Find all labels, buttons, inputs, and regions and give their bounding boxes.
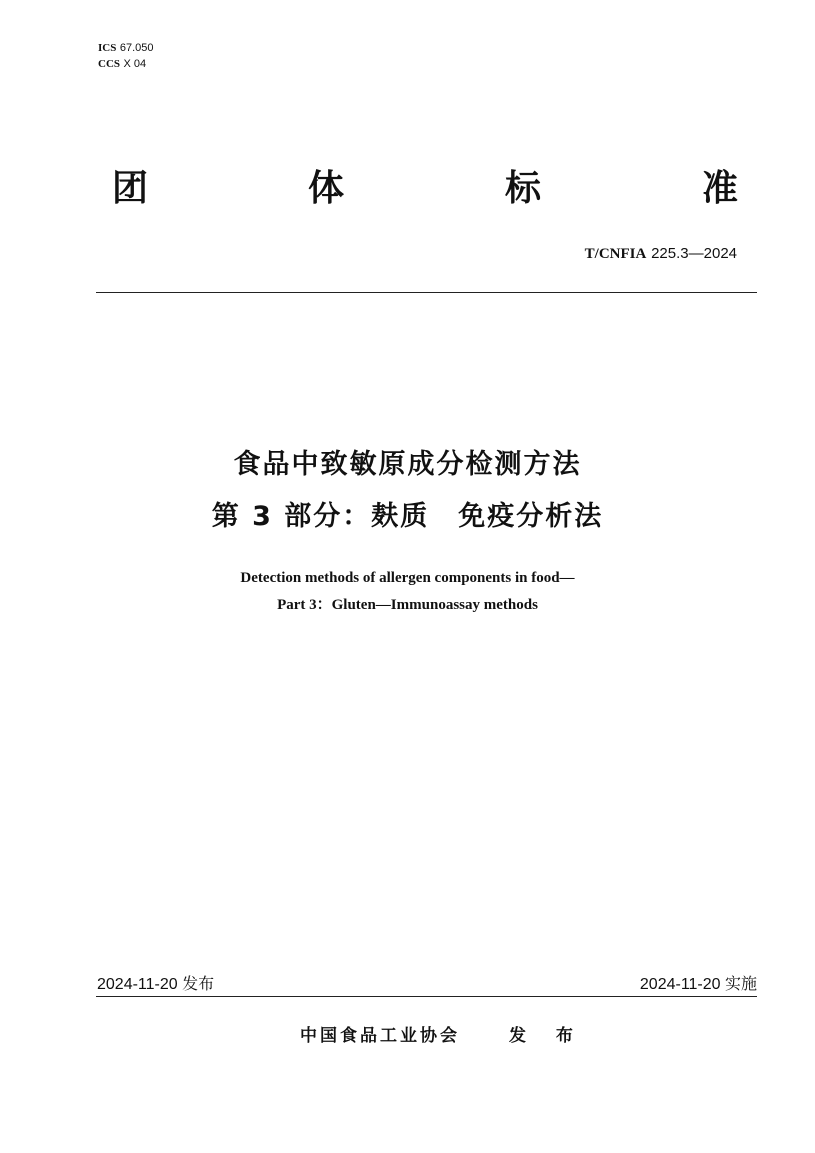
- release-date: 2024-11-20 发布: [97, 976, 215, 993]
- title-en-line1: Detection methods of allergen components in food—: [240, 570, 575, 586]
- standard-type-char-4: 准: [702, 168, 739, 209]
- implementation-date: 2024-11-20 实施: [639, 976, 757, 993]
- ccs-code: CCS X 04: [98, 58, 147, 70]
- title-en-line2: Part 3：Gluten—Immunoassay methods: [277, 597, 538, 613]
- bottom-divider: [96, 996, 757, 997]
- standard-type-char-3: 标: [505, 168, 542, 209]
- standard-type-char-1: 团: [112, 168, 149, 209]
- standard-number: T/CNFIA 225.3—2024: [584, 245, 737, 262]
- title-cn-line2: 第 3 部分：麸质 免疫分析法: [211, 501, 604, 532]
- classification-codes: [98, 40, 154, 72]
- standard-type-heading: [0, 166, 815, 212]
- ics-code: ICS 67.050: [98, 42, 154, 54]
- title-cn-line1: 食品中致敏原成分检测方法: [233, 449, 582, 480]
- top-divider: [96, 292, 757, 293]
- issuer-name: 中国食品工业协会: [300, 1026, 460, 1046]
- issue-label: 发 布: [509, 1026, 585, 1046]
- standard-type-char-2: 体: [308, 168, 345, 209]
